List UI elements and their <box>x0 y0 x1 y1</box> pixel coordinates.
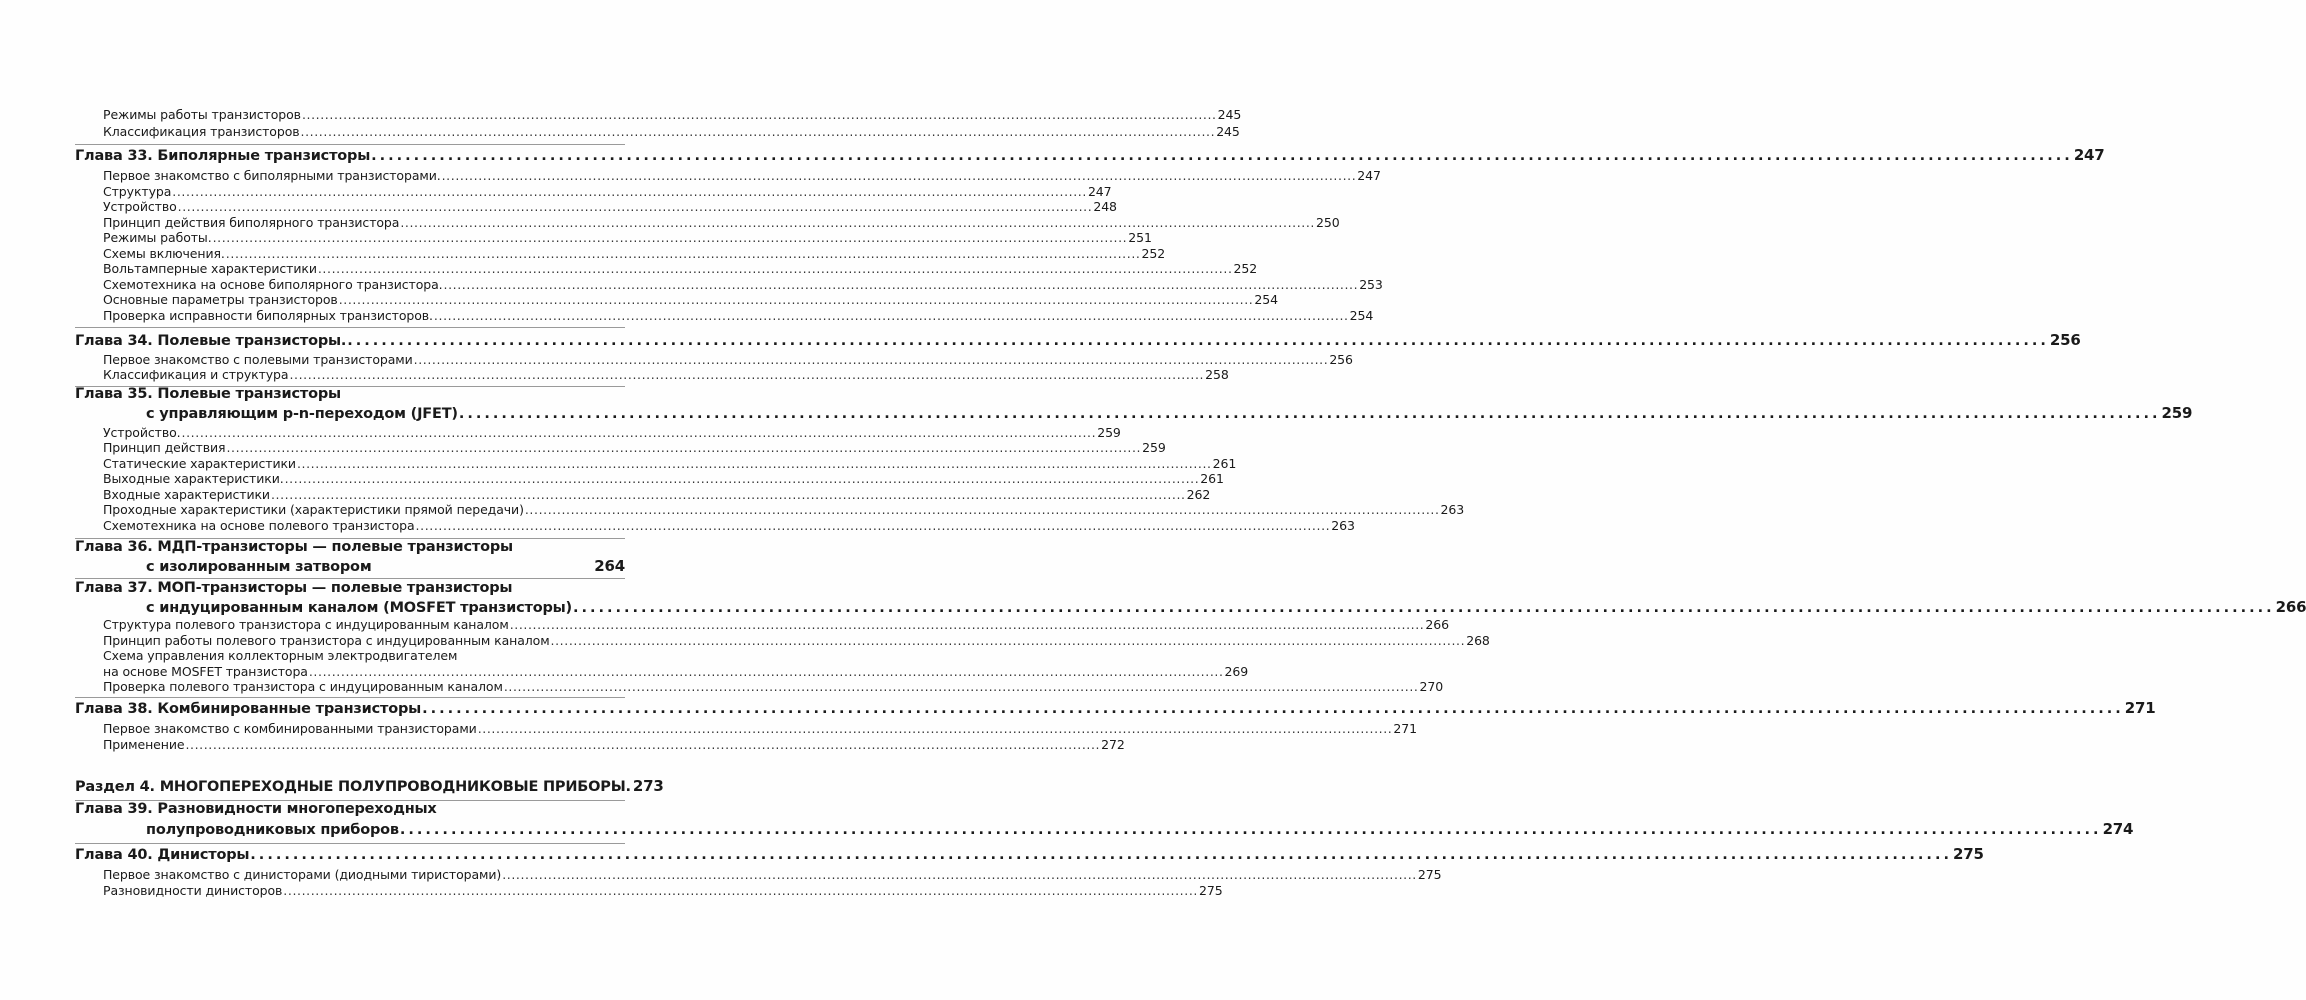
toc-entry-page: 247 <box>1357 168 1381 183</box>
chapter-heading[interactable] <box>146 557 625 575</box>
toc-entry-title-line2: на основе MOSFET транзистора <box>103 664 308 679</box>
toc-entry[interactable] <box>103 168 1381 183</box>
dot-leader: ........................................................................................................................................................................................................ <box>308 664 1224 679</box>
toc-entry-title: Классификация транзисторов <box>103 124 300 139</box>
toc-entry-page: 259 <box>1142 440 1166 455</box>
dot-leader: ........................................................................................................................................................................................................ <box>572 600 2275 616</box>
chapter-heading[interactable] <box>146 598 2306 616</box>
toc-entry-title: Принцип работы полевого транзистора с индуцированным каналом <box>103 633 550 648</box>
dot-leader: ........................................................................................................................................................................................................ <box>413 352 1329 367</box>
toc-entry[interactable] <box>103 456 1237 471</box>
chapter-page: 256 <box>2049 331 2081 349</box>
dot-leader: ........................................................................................................................................................................................................ <box>289 367 1205 382</box>
toc-entry[interactable] <box>103 261 1258 276</box>
dot-leader: ........................................................................................................................................................................................................ <box>270 487 1186 502</box>
toc-entry[interactable] <box>103 367 1229 382</box>
dot-leader: ........................................................................................................................................................................................................ <box>177 199 1093 214</box>
toc-entry-title: Структура полевого транзистора с индуцированным каналом <box>103 617 509 632</box>
dot-leader: ........................................................................................................................................................................................................ <box>317 261 1233 276</box>
dot-leader: ........................................................................................................................................................................................................ <box>550 633 1466 648</box>
toc-entry-title: Статические характеристики <box>103 456 296 471</box>
toc-entry-title: Проверка исправности биполярных транзисторов. <box>103 308 433 323</box>
chapter-heading[interactable] <box>75 331 2081 349</box>
divider <box>75 327 625 328</box>
toc-entry-title: Режимы работы. <box>103 230 212 245</box>
toc-entry-title: Классификация и структура <box>103 367 289 382</box>
chapter-title: Глава 33. Биполярные транзисторы <box>75 148 371 164</box>
toc-entry[interactable] <box>103 617 1449 632</box>
dot-leader: ........................................................................................................................................................................................................ <box>225 246 1141 261</box>
toc-entry[interactable] <box>103 292 1278 307</box>
toc-entry-page: 252 <box>1233 261 1258 276</box>
toc-entry-page: 254 <box>1254 292 1278 307</box>
toc-entry-title: Схемотехника на основе биполярного транзистора. <box>103 277 443 292</box>
toc-entry[interactable] <box>103 664 1249 679</box>
chapter-title-line1[interactable]: Глава 35. Полевые транзисторы <box>75 386 341 402</box>
divider <box>75 144 625 145</box>
toc-entry[interactable] <box>103 308 1374 323</box>
toc-entry-page: 261 <box>1200 471 1224 486</box>
toc-entry-title: Выходные характеристики. <box>103 471 284 486</box>
chapter-page: 271 <box>2124 699 2156 717</box>
toc-entry-page: 254 <box>1349 308 1374 323</box>
dot-leader: ........................................................................................................................................................................................................ <box>172 184 1087 199</box>
toc-entry-page: 270 <box>1419 679 1444 694</box>
dot-leader: ........................................................................................................................................................................................................ <box>284 471 1200 486</box>
toc-entry-page: 263 <box>1440 502 1465 517</box>
dot-leader: ........................................................................................................................................................................................................ <box>212 230 1128 245</box>
chapter-title-line1[interactable]: Глава 36. МДП-транзисторы — полевые транзисторы <box>75 539 513 555</box>
toc-entry[interactable] <box>103 246 1166 261</box>
divider <box>75 697 625 698</box>
divider <box>75 578 625 579</box>
toc-entry-page: 256 <box>1329 352 1353 367</box>
toc-entry[interactable] <box>103 215 1340 230</box>
section-page: 273 <box>632 777 664 795</box>
chapter-title: Глава 38. Комбинированные транзисторы <box>75 701 422 717</box>
chapter-page: 275 <box>1952 845 1984 863</box>
chapter-title-line2: с управляющим p-n-переходом (JFET) <box>146 406 458 422</box>
toc-entry-title: Схемотехника на основе полевого транзистора <box>103 518 415 533</box>
chapter-title: Глава 40. Динисторы <box>75 847 250 863</box>
dot-leader: ........................................................................................................................................................................................................ <box>502 867 1417 882</box>
toc-entry-page: 275 <box>1417 867 1442 882</box>
toc-entry-title: Принцип действия <box>103 440 226 455</box>
dot-leader: ........................................................................................................................................................................................................ <box>422 701 2124 717</box>
dot-leader: ........................................................................................................................................................................................................ <box>283 883 1198 898</box>
dot-leader: ........................................................................................................................................................................................................ <box>415 518 1331 533</box>
toc-entry-title: Устройство. <box>103 425 181 440</box>
toc-entry-page: 266 <box>1425 617 1449 632</box>
dot-leader: ........................................................................................................................................................................................................ <box>524 502 1440 517</box>
chapter-page: 247 <box>2073 146 2105 164</box>
toc-entry-title: Устройство <box>103 199 177 214</box>
toc-entry-page: 248 <box>1093 199 1117 214</box>
toc-entry-page: 253 <box>1359 277 1383 292</box>
dot-leader: ........................................................................................................................................................................................................ <box>433 308 1349 323</box>
dot-leader: ........................................................................................................................................................................................................ <box>400 215 1316 230</box>
toc-entry[interactable] <box>103 487 1211 502</box>
toc-entry[interactable] <box>103 737 1125 752</box>
chapter-title-line2: с изолированным затвором <box>146 559 372 575</box>
toc-entry[interactable] <box>103 440 1166 455</box>
toc-entry[interactable] <box>103 124 1240 139</box>
dot-leader: ........................................................................................................................................................................................................ <box>250 847 1952 863</box>
toc-entry-title: Входные характеристики <box>103 487 270 502</box>
toc-entry-page: 245 <box>1216 124 1240 139</box>
toc-entry-page: 269 <box>1224 664 1249 679</box>
dot-leader: ........................................................................................................................................................................................................ <box>458 406 2161 422</box>
toc-entry-page: 263 <box>1331 518 1355 533</box>
toc-entry-page: 272 <box>1101 737 1125 752</box>
chapter-title: Глава 34. Полевые транзисторы. <box>75 333 347 349</box>
divider <box>75 843 625 844</box>
chapter-heading[interactable] <box>146 404 2193 422</box>
toc-entry-title: Применение <box>103 737 185 752</box>
chapter-page: 259 <box>2161 404 2193 422</box>
dot-leader: ........................................................................................................................................................................................................ <box>181 425 1097 440</box>
chapter-title-line1[interactable]: Глава 39. Разновидности многопереходных <box>75 801 437 817</box>
chapter-heading[interactable] <box>75 845 1984 863</box>
dot-leader: ........................................................................................................................................................................................................ <box>399 822 2102 838</box>
toc-entry[interactable] <box>103 471 1224 486</box>
toc-entry-title: Вольтамперные характеристики <box>103 261 317 276</box>
section-title: Раздел 4. МНОГОПЕРЕХОДНЫЕ ПОЛУПРОВОДНИКОВЫЕ ПРИБОРЫ. <box>75 779 631 795</box>
toc-entry-page: 262 <box>1186 487 1211 502</box>
dot-leader: ........................................................................................................................................................................................................ <box>296 456 1212 471</box>
toc-entry-page: 275 <box>1198 883 1223 898</box>
toc-entry[interactable] <box>103 277 1383 292</box>
toc-entry-title: Проходные характеристики (характеристики прямой передачи) <box>103 502 524 517</box>
chapter-heading[interactable] <box>75 146 2105 164</box>
chapter-heading[interactable] <box>75 699 2156 717</box>
toc-entry-title: Структура <box>103 184 172 199</box>
toc-entry-title: Основные параметры транзисторов <box>103 292 338 307</box>
dot-leader: ........................................................................................................................................................................................................ <box>477 721 1393 736</box>
dot-leader: ........................................................................................................................................................................................................ <box>443 277 1359 292</box>
toc-entry[interactable] <box>103 679 1444 694</box>
toc-entry-page: 259 <box>1097 425 1121 440</box>
toc-entry[interactable] <box>103 184 1112 199</box>
toc-entry[interactable] <box>103 502 1465 517</box>
chapter-page: 266 <box>2275 598 2306 616</box>
toc-entry-page: 251 <box>1128 230 1152 245</box>
toc-entry-title-line1[interactable]: Схема управления коллекторным электродвигателем <box>103 648 458 663</box>
dot-leader: ........................................................................................................................................................................................................ <box>503 679 1419 694</box>
chapter-title-line2: с индуцированным каналом (MOSFET транзисторы) <box>146 600 572 616</box>
toc-entry-page: 250 <box>1316 215 1340 230</box>
toc-entry[interactable] <box>103 721 1417 736</box>
toc-entry[interactable] <box>103 199 1117 214</box>
toc-entry-page: 252 <box>1141 246 1166 261</box>
toc-entry[interactable] <box>103 883 1223 898</box>
toc-entry-title: Схемы включения. <box>103 246 225 261</box>
toc-entry[interactable] <box>103 230 1152 245</box>
toc-entry-title: Принцип действия биполярного транзистора <box>103 215 400 230</box>
toc-entry-title: Первое знакомство с комбинированными транзисторами <box>103 721 477 736</box>
dot-leader: ........................................................................................................................................................................................................ <box>347 333 2049 349</box>
toc-entry-title: Первое знакомство с полевыми транзисторами <box>103 352 413 367</box>
toc-entry-page: 261 <box>1212 456 1237 471</box>
toc-entry-page: 268 <box>1466 633 1490 648</box>
toc-entry-title: Режимы работы транзисторов <box>103 107 301 122</box>
toc-entry-page: 247 <box>1087 184 1112 199</box>
dot-leader: ........................................................................................................................................................................................................ <box>441 168 1357 183</box>
chapter-page: 274 <box>2102 820 2134 838</box>
toc-entry-page: 258 <box>1205 367 1229 382</box>
toc-entry[interactable] <box>103 633 1490 648</box>
toc-entry[interactable] <box>103 107 1242 122</box>
section-heading[interactable] <box>75 777 664 795</box>
toc-entry-title: Первое знакомство с биполярными транзисторами. <box>103 168 441 183</box>
toc-entry-title: Первое знакомство с динисторами (диодными тиристорами) <box>103 867 502 882</box>
dot-leader: ........................................................................................................................................................................................................ <box>509 617 1425 632</box>
chapter-heading[interactable] <box>146 820 2134 838</box>
toc-entry-title: Проверка полевого транзистора с индуцированным каналом <box>103 679 503 694</box>
toc-entry-title: Разновидности динисторов <box>103 883 283 898</box>
chapter-page: 264 <box>594 557 625 575</box>
toc-entry-page: 245 <box>1217 107 1242 122</box>
toc-entry[interactable] <box>103 425 1121 440</box>
toc-entry[interactable] <box>103 352 1353 367</box>
dot-leader: ........................................................................................................................................................................................................ <box>301 107 1217 122</box>
toc-entry[interactable] <box>103 867 1442 882</box>
dot-leader: ........................................................................................................................................................................................................ <box>300 124 1216 139</box>
dot-leader: ........................................................................................................................................................................................................ <box>226 440 1142 455</box>
toc-entry[interactable] <box>103 518 1355 533</box>
chapter-title-line1[interactable]: Глава 37. МОП-транзисторы — полевые транзисторы <box>75 580 513 596</box>
toc-entry-page: 271 <box>1393 721 1417 736</box>
dot-leader: ........................................................................................................................................................................................................ <box>338 292 1254 307</box>
chapter-title-line2: полупроводниковых приборов <box>146 822 399 838</box>
dot-leader: ........................................................................................................................................................................................................ <box>371 148 2073 164</box>
dot-leader: ........................................................................................................................................................................................................ <box>185 737 1101 752</box>
